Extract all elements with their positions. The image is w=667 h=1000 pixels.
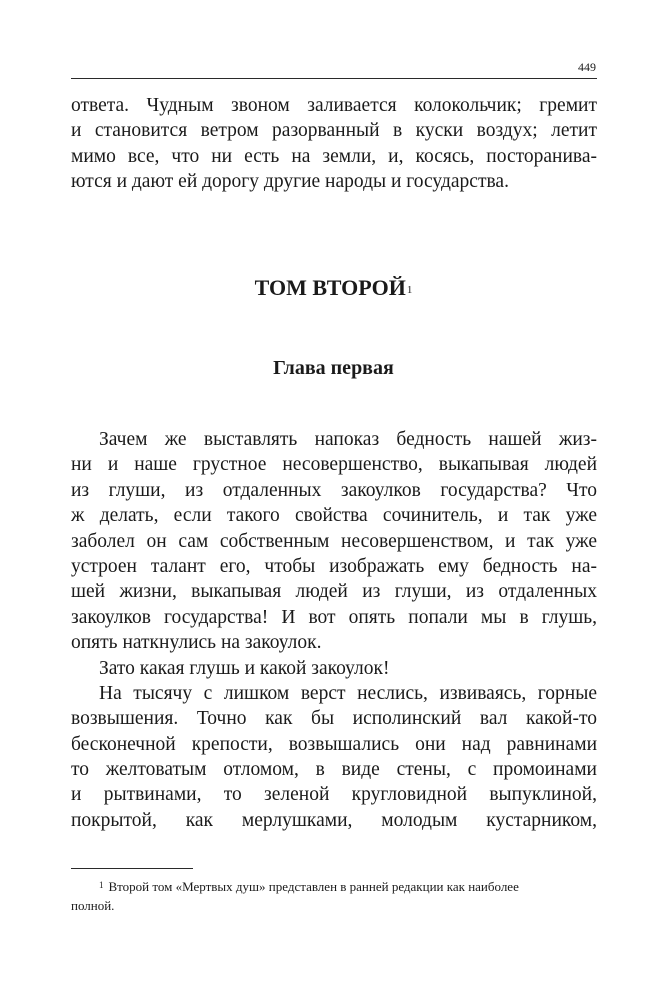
text-line: закоулков государства! И вот опять попали мы в глушь, [71, 606, 597, 628]
volume-heading [0, 273, 667, 303]
text-line: опять наткнулись на закоулок. [71, 632, 322, 654]
text-line: ются и дают ей дорогу другие народы и государства. [71, 171, 509, 193]
text-line: и рытвинами, то зеленой кругловидной выпуклиной, [71, 784, 597, 806]
footnote [71, 877, 597, 915]
text-line: из глуши, из отдаленных закоулков государства? Что [71, 479, 597, 501]
text-line: устроен талант его, чтобы изображать ему бедность на- [71, 555, 597, 577]
text-line: ни и наше грустное несовершенство, выкапывая людей [71, 454, 597, 476]
text-line: бесконечной крепости, возвышались они над равнинами [71, 733, 597, 755]
text-line: заболел он сам собственным несовершенством, и так уже [71, 530, 597, 552]
text-line: ж делать, если такого свойства сочинитель, и так уже [71, 505, 597, 527]
volume-title: ТОМ ВТОРОЙ [254, 275, 406, 300]
text-line: ответа. Чудным звоном заливается колокольчик; гремит [71, 95, 597, 116]
text-line: Зачем же выставлять напоказ бедность нашей жиз- [99, 429, 597, 450]
chapter-heading: Глава первая [273, 357, 394, 379]
chapter-body [71, 427, 597, 833]
text-line: На тысячу с лишком верст неслись, извиваясь, горные [99, 682, 597, 704]
footnote-line [71, 877, 597, 896]
footnote-rule [71, 868, 193, 869]
text-line: мимо все, что ни есть на земли, и, косясь, посторанива- [71, 145, 597, 167]
text-line: шей жизни, выкапывая людей из глуши, из отдаленных [71, 581, 597, 603]
header-rule [71, 78, 597, 79]
footnote-text: Второй том «Мертвых душ» представлен в ранней редакции как наиболее [108, 879, 519, 894]
footnote-line: полной. [71, 898, 115, 913]
text-line: и становится ветром разорванный в куски воздух; летит [71, 120, 597, 142]
text-line: то желтоватым отломом, в виде стены, с промоинами [71, 759, 597, 781]
text-line: Зато какая глушь и какой закоулок! [99, 657, 390, 679]
opening-paragraph [71, 93, 597, 195]
text-line: покрытой, как мерлушками, молодым кустарником, [71, 809, 597, 831]
text-line: возвышения. Точно как бы исполинский вал какой-то [71, 708, 597, 730]
footnote-mark: 1 [99, 880, 104, 890]
page-number: 449 [578, 60, 596, 74]
footnote-reference: 1 [406, 284, 413, 296]
